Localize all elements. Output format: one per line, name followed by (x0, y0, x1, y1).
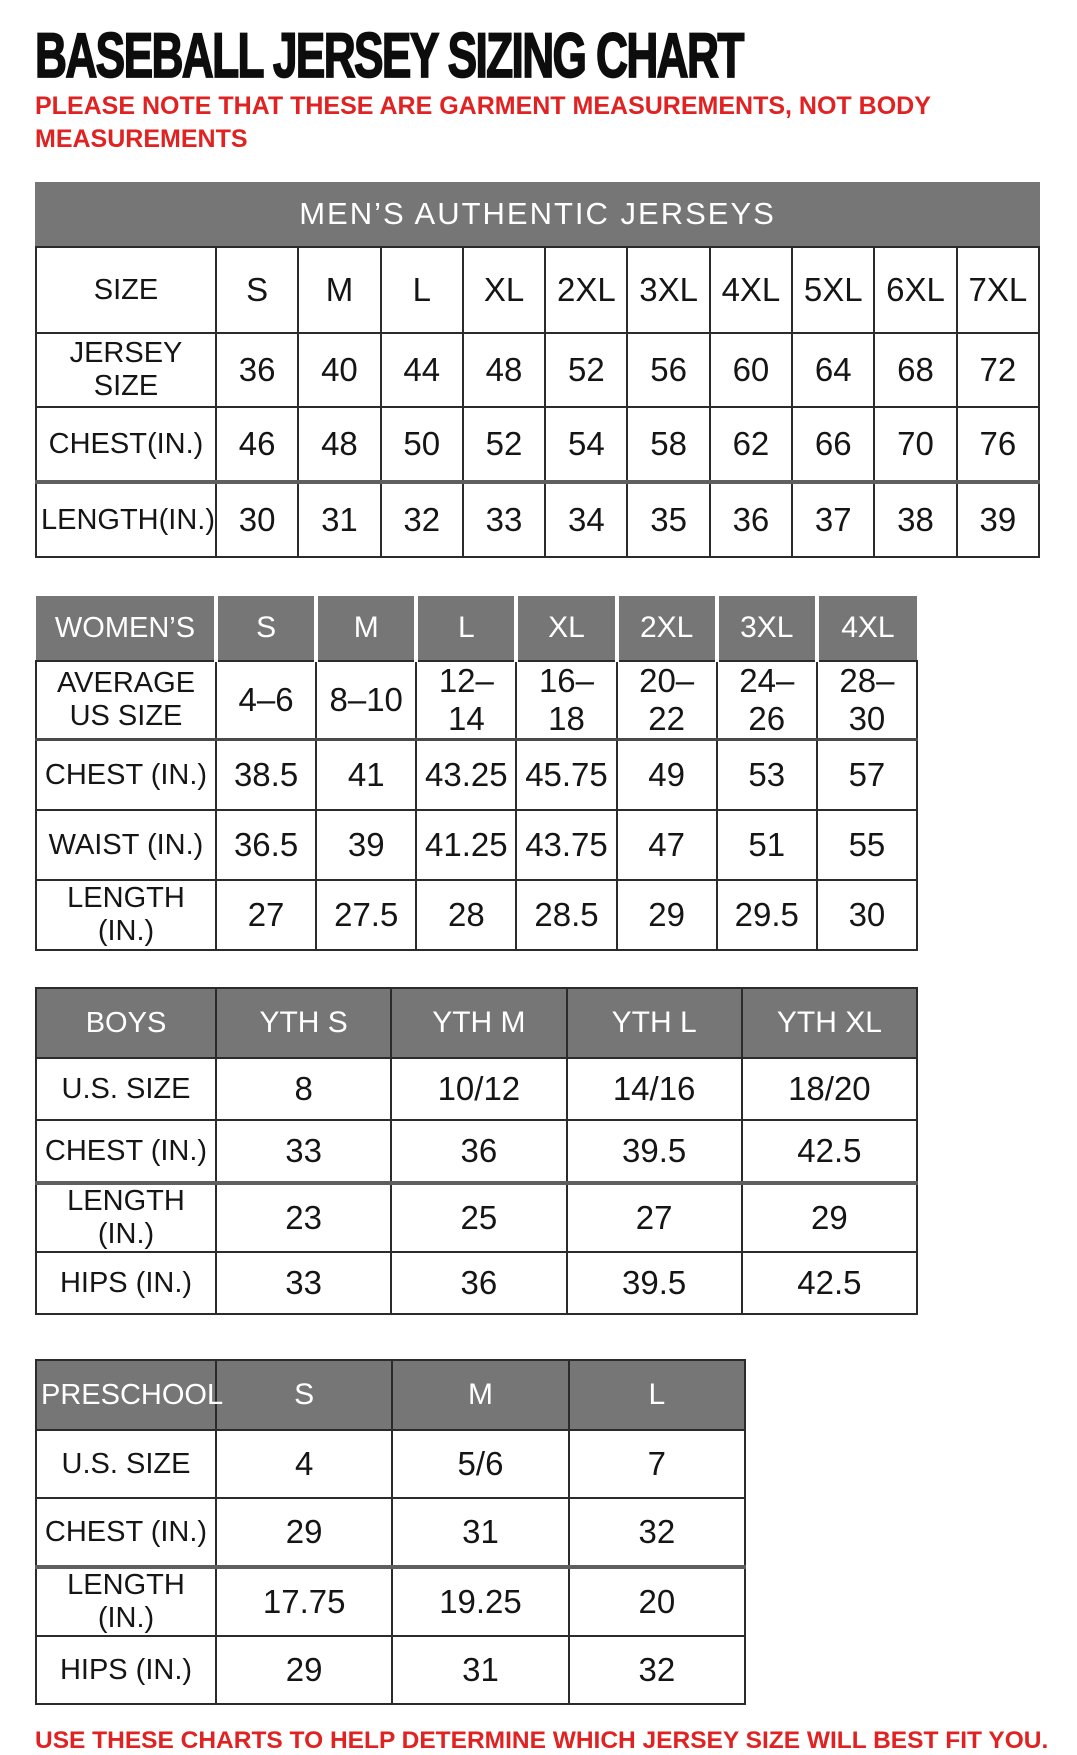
preschool-value-cell: 32 (569, 1498, 745, 1567)
mens-row-label-cell: SIZE (36, 247, 216, 333)
preschool-value-cell: 20 (569, 1567, 745, 1636)
womens-value-cell: 20–22 (617, 661, 717, 740)
mens-sizing-table (35, 246, 1040, 558)
preschool-size-header-cell: M (392, 1360, 568, 1430)
mens-value-cell: 32 (381, 482, 463, 557)
preschool-value-cell: 7 (569, 1430, 745, 1498)
womens-row-label-cell: CHEST (IN.) (36, 740, 216, 811)
mens-row-label-cell: LENGTH(IN.) (36, 482, 216, 557)
mens-table-row (36, 407, 1039, 482)
boys-header-row (36, 988, 917, 1058)
womens-value-cell: 12–14 (416, 661, 516, 740)
womens-table-container (35, 596, 1045, 951)
womens-value-cell: 43.25 (416, 740, 516, 811)
womens-value-cell: 28–30 (817, 661, 917, 740)
womens-value-cell: 41 (316, 740, 416, 811)
womens-row-label-cell: LENGTH (IN.) (36, 880, 216, 950)
womens-header-row (36, 596, 917, 661)
preschool-size-header-cell: S (216, 1360, 392, 1430)
preschool-value-cell: 31 (392, 1636, 568, 1704)
womens-sizing-table (35, 596, 918, 951)
mens-value-cell: 64 (792, 333, 874, 407)
womens-table-row (36, 880, 917, 950)
boys-table-row (36, 1252, 917, 1314)
boys-value-cell: 42.5 (742, 1252, 917, 1314)
mens-value-cell: 68 (874, 333, 956, 407)
mens-table-row (36, 482, 1039, 557)
preschool-table-row (36, 1567, 745, 1636)
preschool-value-cell: 29 (216, 1636, 392, 1704)
boys-value-cell: 33 (216, 1120, 391, 1183)
womens-value-cell: 38.5 (216, 740, 316, 811)
mens-table-container (35, 246, 1045, 558)
boys-value-cell: 42.5 (742, 1120, 917, 1183)
boys-value-cell: 39.5 (567, 1120, 742, 1183)
boys-size-header-cell: YTH XL (742, 988, 917, 1058)
womens-size-header-cell: S (216, 596, 316, 661)
mens-value-cell: 48 (463, 333, 545, 407)
womens-value-cell: 53 (717, 740, 817, 811)
womens-table-row (36, 740, 917, 811)
mens-value-cell: S (216, 247, 298, 333)
womens-value-cell: 45.75 (516, 740, 616, 811)
mens-value-cell: 37 (792, 482, 874, 557)
mens-value-cell: 31 (298, 482, 380, 557)
womens-header-label-cell: WOMEN’S (36, 596, 216, 661)
mens-value-cell: 76 (957, 407, 1039, 482)
mens-value-cell: 2XL (545, 247, 627, 333)
footer-note: USE THESE CHARTS TO HELP DETERMINE WHICH JERSEY SIZE WILL BEST FIT YOU. (35, 1727, 1049, 1754)
mens-value-cell: 6XL (874, 247, 956, 333)
boys-table-row (36, 1183, 917, 1252)
boys-value-cell: 29 (742, 1183, 917, 1252)
mens-value-cell: 62 (710, 407, 792, 482)
mens-value-cell: 60 (710, 333, 792, 407)
womens-value-cell: 49 (617, 740, 717, 811)
womens-size-header-cell: 4XL (817, 596, 917, 661)
boys-value-cell: 8 (216, 1058, 391, 1120)
mens-value-cell: 33 (463, 482, 545, 557)
mens-value-cell: 30 (216, 482, 298, 557)
preschool-value-cell: 32 (569, 1636, 745, 1704)
boys-value-cell: 10/12 (391, 1058, 566, 1120)
womens-value-cell: 39 (316, 810, 416, 880)
boys-value-cell: 36 (391, 1120, 566, 1183)
boys-size-header-cell: YTH M (391, 988, 566, 1058)
mens-value-cell: 58 (627, 407, 709, 482)
womens-value-cell: 27.5 (316, 880, 416, 950)
womens-value-cell: 43.75 (516, 810, 616, 880)
boys-value-cell: 33 (216, 1252, 391, 1314)
mens-value-cell: 39 (957, 482, 1039, 557)
preschool-value-cell: 19.25 (392, 1567, 568, 1636)
mens-table-row (36, 333, 1039, 407)
womens-value-cell: 29 (617, 880, 717, 950)
mens-value-cell: 70 (874, 407, 956, 482)
mens-value-cell: 36 (216, 333, 298, 407)
womens-value-cell: 30 (817, 880, 917, 950)
preschool-row-label-cell: U.S. SIZE (36, 1430, 216, 1498)
boys-size-header-cell: YTH S (216, 988, 391, 1058)
womens-value-cell: 28 (416, 880, 516, 950)
mens-value-cell: 56 (627, 333, 709, 407)
womens-value-cell: 51 (717, 810, 817, 880)
preschool-header-label-cell: PRESCHOOL (36, 1360, 216, 1430)
boys-value-cell: 23 (216, 1183, 391, 1252)
preschool-value-cell: 5/6 (392, 1430, 568, 1498)
womens-value-cell: 55 (817, 810, 917, 880)
mens-value-cell: 46 (216, 407, 298, 482)
womens-value-cell: 36.5 (216, 810, 316, 880)
preschool-row-label-cell: HIPS (IN.) (36, 1636, 216, 1704)
mens-value-cell: 7XL (957, 247, 1039, 333)
mens-value-cell: 40 (298, 333, 380, 407)
boys-row-label-cell: U.S. SIZE (36, 1058, 216, 1120)
boys-value-cell: 18/20 (742, 1058, 917, 1120)
boys-table-container (35, 987, 1045, 1315)
mens-value-cell: 72 (957, 333, 1039, 407)
boys-row-label-cell: LENGTH (IN.) (36, 1183, 216, 1252)
mens-value-cell: 66 (792, 407, 874, 482)
mens-value-cell: 52 (545, 333, 627, 407)
preschool-row-label-cell: LENGTH (IN.) (36, 1567, 216, 1636)
womens-size-header-cell: L (416, 596, 516, 661)
boys-value-cell: 36 (391, 1252, 566, 1314)
womens-size-header-cell: 3XL (717, 596, 817, 661)
mens-value-cell: XL (463, 247, 545, 333)
preschool-value-cell: 4 (216, 1430, 392, 1498)
boys-value-cell: 25 (391, 1183, 566, 1252)
preschool-table-row (36, 1430, 745, 1498)
mens-value-cell: M (298, 247, 380, 333)
preschool-sizing-table (35, 1359, 746, 1705)
womens-value-cell: 27 (216, 880, 316, 950)
womens-value-cell: 41.25 (416, 810, 516, 880)
boys-row-label-cell: HIPS (IN.) (36, 1252, 216, 1314)
mens-row-label-cell: JERSEY SIZE (36, 333, 216, 407)
boys-sizing-table (35, 987, 918, 1315)
mens-value-cell: 52 (463, 407, 545, 482)
womens-value-cell: 29.5 (717, 880, 817, 950)
preschool-value-cell: 17.75 (216, 1567, 392, 1636)
womens-row-label-cell: WAIST (IN.) (36, 810, 216, 880)
boys-table-row (36, 1058, 917, 1120)
mens-value-cell: 48 (298, 407, 380, 482)
womens-value-cell: 4–6 (216, 661, 316, 740)
mens-value-cell: L (381, 247, 463, 333)
preschool-table-container (35, 1359, 1045, 1705)
preschool-table-row (36, 1498, 745, 1567)
mens-banner: MEN’S AUTHENTIC JERSEYS (35, 182, 1040, 246)
mens-value-cell: 5XL (792, 247, 874, 333)
garment-measurement-note: PLEASE NOTE THAT THESE ARE GARMENT MEASUREMENTS, NOT BODY MEASUREMENTS (35, 92, 931, 153)
preschool-header-row (36, 1360, 745, 1430)
preschool-value-cell: 31 (392, 1498, 568, 1567)
boys-size-header-cell: YTH L (567, 988, 742, 1058)
womens-size-header-cell: M (316, 596, 416, 661)
womens-value-cell: 8–10 (316, 661, 416, 740)
mens-value-cell: 35 (627, 482, 709, 557)
mens-value-cell: 38 (874, 482, 956, 557)
womens-value-cell: 16–18 (516, 661, 616, 740)
mens-value-cell: 54 (545, 407, 627, 482)
boys-value-cell: 14/16 (567, 1058, 742, 1120)
boys-table-row (36, 1120, 917, 1183)
womens-value-cell: 28.5 (516, 880, 616, 950)
mens-value-cell: 50 (381, 407, 463, 482)
mens-value-cell: 4XL (710, 247, 792, 333)
page-title: BASEBALL JERSEY SIZING CHART (35, 21, 743, 91)
womens-size-header-cell: 2XL (617, 596, 717, 661)
womens-value-cell: 47 (617, 810, 717, 880)
mens-value-cell: 44 (381, 333, 463, 407)
mens-value-cell: 34 (545, 482, 627, 557)
boys-value-cell: 27 (567, 1183, 742, 1252)
preschool-table-row (36, 1636, 745, 1704)
mens-row-label-cell: CHEST(IN.) (36, 407, 216, 482)
boys-value-cell: 39.5 (567, 1252, 742, 1314)
preschool-value-cell: 29 (216, 1498, 392, 1567)
womens-value-cell: 24–26 (717, 661, 817, 740)
womens-table-row (36, 661, 917, 740)
mens-value-cell: 3XL (627, 247, 709, 333)
womens-table-row (36, 810, 917, 880)
preschool-row-label-cell: CHEST (IN.) (36, 1498, 216, 1567)
womens-row-label-cell: AVERAGE US SIZE (36, 661, 216, 740)
womens-value-cell: 57 (817, 740, 917, 811)
mens-value-cell: 36 (710, 482, 792, 557)
boys-header-label-cell: BOYS (36, 988, 216, 1058)
mens-table-row (36, 247, 1039, 333)
womens-size-header-cell: XL (516, 596, 616, 661)
preschool-size-header-cell: L (569, 1360, 745, 1430)
boys-row-label-cell: CHEST (IN.) (36, 1120, 216, 1183)
